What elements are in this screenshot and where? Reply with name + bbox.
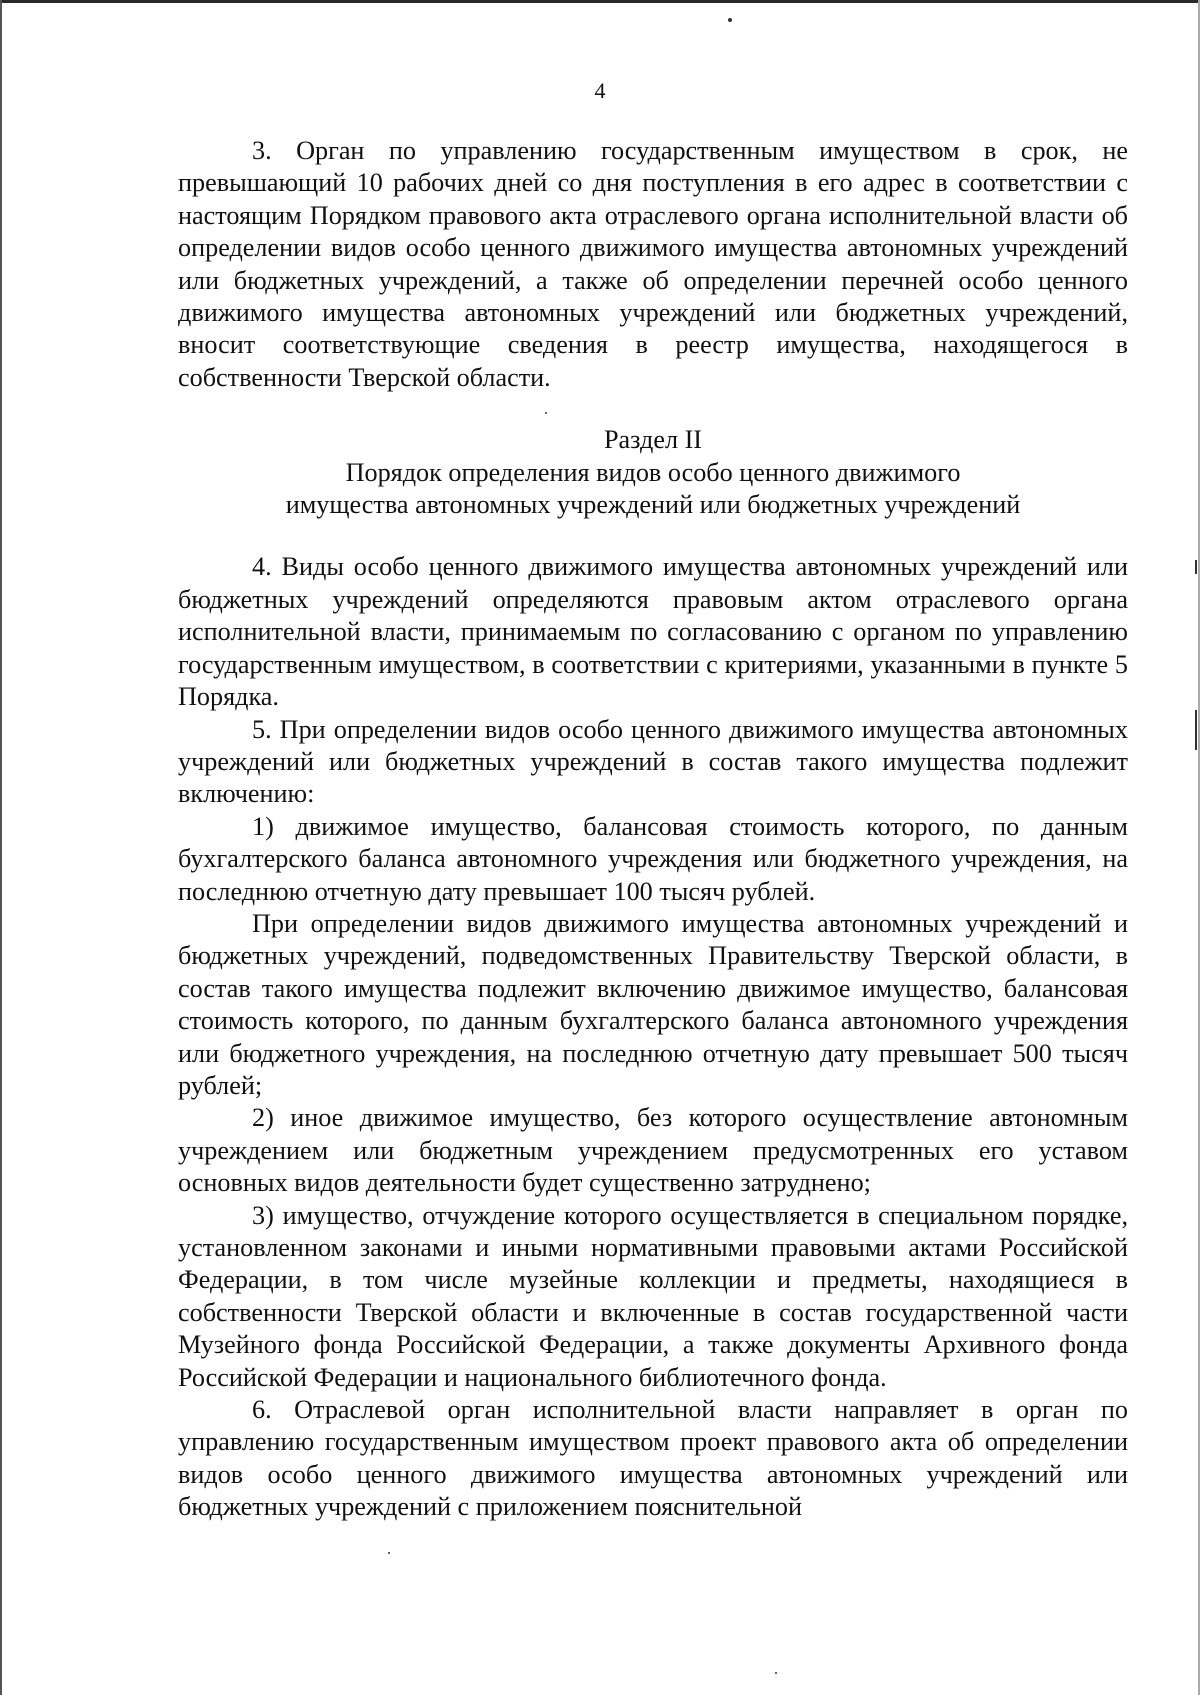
scan-edge-left bbox=[0, 0, 2, 1695]
paragraph-4: 4. Виды особо ценного движимого имущества автономных учреждений или бюджетных учреждений определяются правовым актом отраслевого органа исполнительной власти, принимаемым по согласованию с органом по управлению государственным имуществом, в соответствии с критериями, указанными в пункте 5 Порядка. bbox=[178, 552, 1128, 712]
scan-edge-top bbox=[0, 0, 1200, 3]
document-body bbox=[178, 135, 1128, 1524]
section-title-line-2: имущества автономных учреждений или бюджетных учреждений bbox=[285, 490, 1021, 520]
paragraph-5-item-3: 3) имущество, отчуждение которого осуществляется в специальном порядке, установленном законами и иными нормативными правовыми актами Российской Федерации, в том числе музейные коллекции и предметы, находящиеся в собственности Тверской области и включенные в состав государственной части Музейного фонда Российской Федерации, а также документы Архивного фонда Российской Федерации и национального библиотечного фонда. bbox=[178, 1200, 1128, 1392]
paragraph-5-item-1: 1) движимое имущество, балансовая стоимость которого, по данным бухгалтерского баланса автономного учреждения или бюджетного учреждения, на последнюю отчетную дату превышает 100 тысяч рублей. bbox=[178, 811, 1128, 906]
paragraph-6: 6. Отраслевой орган исполнительной власти направляет в орган по управлению государственным имуществом проект правового акта об определении видов особо ценного движимого имущества автономных учреждений или бюджетных учреждений с приложением пояснительной bbox=[178, 1395, 1128, 1522]
paragraph-5-item-2: 2) иное движимое имущество, без которого осуществление автономным учреждением или бюджетным учреждением предусмотренных его уставом основных видов деятельности будет существенно затруднено; bbox=[178, 1103, 1128, 1198]
section-label: Раздел II bbox=[603, 425, 703, 455]
paragraph-5: 5. При определении видов особо ценного движимого имущества автономных учреждений или бюджетных учреждений в состав такого имущества подлежит включению: bbox=[178, 714, 1128, 809]
section-heading bbox=[178, 424, 1128, 521]
section-title-line-1: Порядок определения видов особо ценного движимого bbox=[345, 457, 961, 487]
scan-speck bbox=[1195, 560, 1197, 574]
scan-speck bbox=[1195, 710, 1197, 750]
scan-speck bbox=[775, 1672, 777, 1674]
scan-speck bbox=[388, 1552, 390, 1554]
scan-speck bbox=[728, 18, 732, 22]
page-number: 4 bbox=[594, 78, 606, 103]
paragraph-3: 3. Орган по управлению государственным имуществом в срок, не превышающий 10 рабочих дней со дня поступления в его адрес в соответствии с настоящим Порядком правового акта отраслевого органа исполнительной власти об определении видов особо ценного движимого имущества автономных учреждений или бюджетных учреждений, а также об определении перечней особо ценного движимого имущества автономных учреждений или бюджетных учреждений, вносит соответствующие сведения в реестр имущества, находящегося в собственности Тверской области. bbox=[178, 136, 1128, 392]
paragraph-5-item-1-note: При определении видов движимого имущества автономных учреждений и бюджетных учреждений, подведомственных Правительству Тверской области, в состав такого имущества подлежит включению движимое имущество, балансовая стоимость которого, по данным бухгалтерского баланса автономного учреждения или бюджетного учреждения, на последнюю отчетную дату превышает 500 тысяч рублей; bbox=[178, 908, 1128, 1100]
